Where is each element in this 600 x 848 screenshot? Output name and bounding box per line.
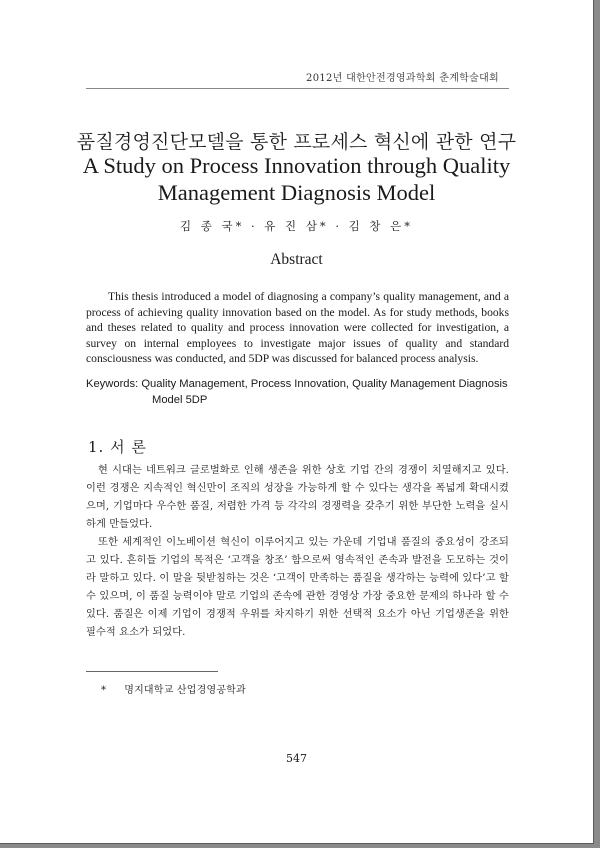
keywords-line2: Model 5DP [152, 393, 208, 406]
body-paragraph: 현 시대는 네트워크 글로벌화로 인해 생존을 위한 상호 기업 간의 경쟁이 치열해지고 있다. 이런 경쟁은 지속적인 혁신만이 조직의 성장을 가능하게 할 수 있다는 생각을 폭넓게 확대시켰으며, 기업마다 우수한 품질, 저렴한 가격 등 각각의 경쟁력을 갖추기 위한 부단한 노력을 실시하게 만들었다. [86, 465, 509, 530]
body-paragraph: 또한 세계적인 이노베이션 혁신이 이루어지고 있는 가운데 기업내 품질의 중요성이 강조되고 있다. 흔히들 기업의 목적은 ‘고객을 창조’ 함으로써 영속적인 존속과 발전을 도모하는 것이라 말하고 있다. 이 말을 뒷받침하는 것은 ‘고객이 만족하는 품질을 생각하는 능력에 있다’고 할 수 있으며, 이 품질 능력이야 말로 기업의 존속에 관한 경영상 가장 중요한 문제의 하나라 할 수 있다. 품질은 이제 기업이 경쟁적 우위를 차지하기 위한 선택적 요소가 아닌 기업생존을 위한 필수적 요소가 되었다. [86, 537, 509, 638]
footnote [101, 681, 246, 696]
english-title [0, 152, 593, 206]
korean-title: 품질경영진단모델을 통한 프로세스 혁신에 관한 연구 [76, 131, 517, 153]
section-heading: 1. 서 론 [88, 438, 147, 456]
author-list: 김 종 국* · 유 진 삼* · 김 창 은* [179, 219, 414, 233]
footnote-rule [86, 671, 218, 672]
footnote-mark: * [101, 685, 107, 696]
keywords [86, 377, 509, 408]
conference-header: 2012년 대한안전경영과학회 춘계학술대회 [306, 73, 499, 84]
section-body [86, 462, 509, 642]
english-title-line1: A Study on Process Innovation through Quality [82, 153, 511, 178]
keywords-line1: Quality Management, Process Innovation, Quality Management Diagnosis [141, 378, 508, 390]
page-number: 547 [286, 752, 307, 765]
keywords-label: Keywords: [86, 378, 139, 390]
header-rule [86, 88, 509, 89]
footnote-text: 명지대학교 산업경영공학과 [124, 685, 246, 696]
english-title-line2: Management Diagnosis Model [157, 180, 436, 205]
abstract-heading: Abstract [270, 251, 323, 268]
abstract-text: This thesis introduced a model of diagnosing a company’s quality management, and a process of achieving quality innovation based on the model. As for study methods, books and theses related to quality and process innovation were collected for investigation, a survey on internal employees to investigate major issues of quality and standard consciousness was conducted, and 5DP was discussed for balanced process analysis. [86, 290, 509, 366]
